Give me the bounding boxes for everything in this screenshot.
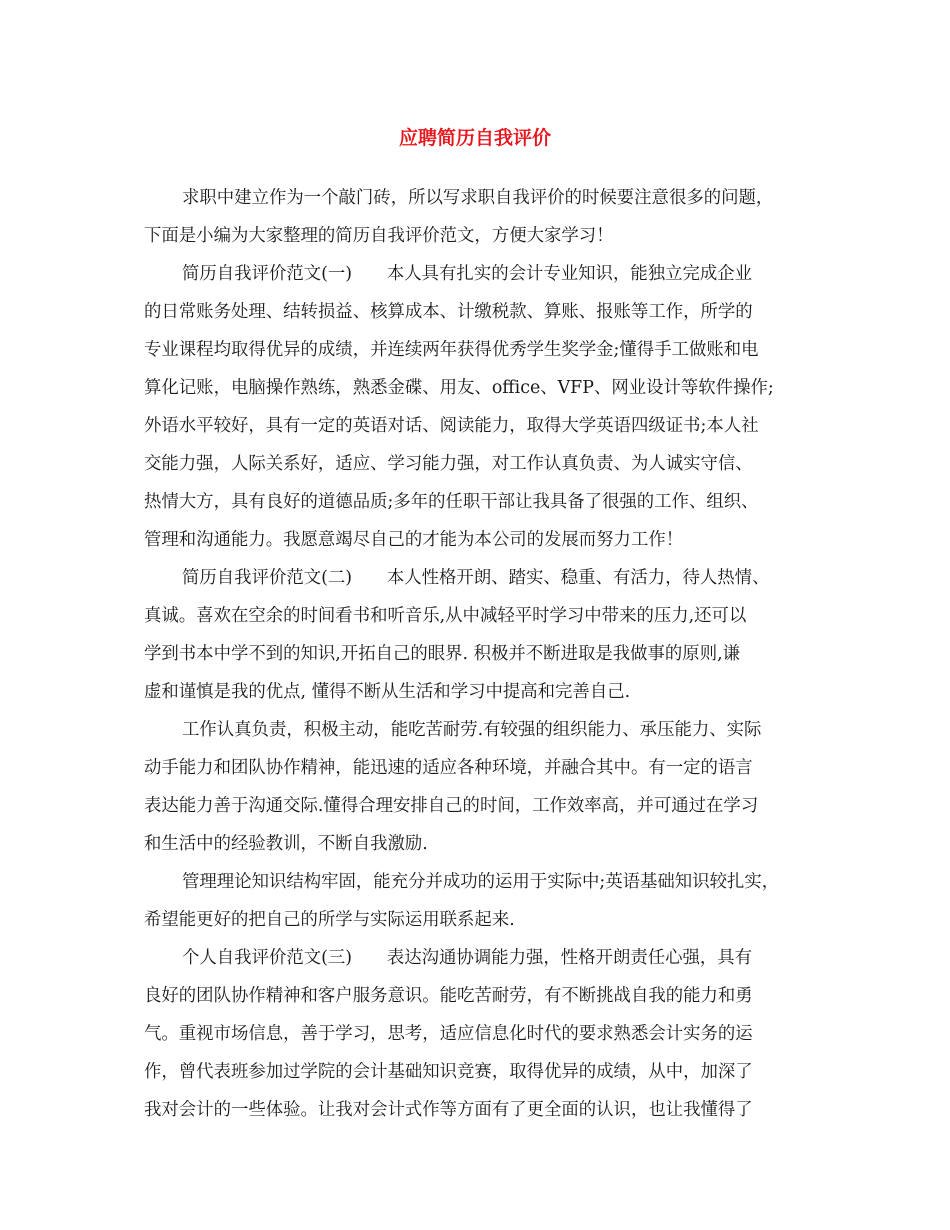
text-line: 专业课程均取得优异的成绩，并连续两年获得优秀学生奖学金;懂得手工做账和电 [144, 340, 759, 360]
text-line: 和生活中的经验教训，不断自我激励. [144, 834, 428, 854]
text-line: 表达能力善于沟通交际.懂得合理安排自己的时间，工作效率高，并可通过在学习 [144, 796, 759, 816]
text-line: 管理理论知识结构牢固，能充分并成功的运用于实际中;英语基础知识较扎实， [182, 872, 780, 892]
text-line: 真诚。喜欢在空余的时间看书和听音乐,从中减轻平时学习中带来的压力,还可以 [144, 606, 747, 626]
text-line: 动手能力和团队协作精神，能迅速的适应各种环境，并融合其中。有一定的语言 [144, 758, 753, 778]
text-line: 管理和沟通能力。我愿意竭尽自己的才能为本公司的发展而努力工作！ [144, 530, 684, 550]
text-line: 外语水平较好，具有一定的英语对话、阅读能力，取得大学英语四级证书;本人社 [144, 416, 759, 436]
text-line: 良好的团队协作精神和客户服务意识。能吃苦耐劳，有不断挑战自我的能力和勇 [144, 986, 753, 1006]
text-line: 热情大方，具有良好的道德品质;多年的任职干部让我具备了很强的工作、组织、 [144, 492, 759, 512]
text-line: 学到书本中学不到的知识,开拓自己的眼界. 积极并不断进取是我做事的原则,谦 [144, 644, 741, 664]
document-title: 应聘简历自我评价 [398, 127, 551, 149]
text-line: 下面是小编为大家整理的简历自我评价范文，方便大家学习！ [144, 226, 614, 246]
text-line: 个人自我评价范文(三) 表达沟通协调能力强，性格开朗责任心强，具有 [182, 948, 753, 968]
text-line: 简历自我评价范文(二) 本人性格开朗、踏实、稳重、有活力，待人热情、 [182, 568, 770, 588]
text-line: 希望能更好的把自己的所学与实际运用联系起来. [144, 910, 515, 930]
text-line: 算化记账，电脑操作熟练，熟悉金碟、用友、office、VFP、网业设计等软件操作; [144, 378, 774, 398]
text-line: 工作认真负责，积极主动，能吃苦耐劳.有较强的组织能力、承压能力、实际 [182, 720, 762, 740]
text-line: 交能力强，人际关系好，适应、学习能力强，对工作认真负责、为人诚实守信、 [144, 454, 753, 474]
text-line: 简历自我评价范文(一) 本人具有扎实的会计专业知识，能独立完成企业 [182, 264, 753, 284]
text-line: 虚和谨慎是我的优点, 懂得不断从生活和学习中提高和完善自己. [144, 682, 631, 702]
text-line: 气。重视市场信息，善于学习，思考，适应信息化时代的要求熟悉会计实务的运 [144, 1024, 753, 1044]
text-line: 的日常账务处理、结转损益、核算成本、计缴税款、算账、报账等工作，所学的 [144, 302, 753, 322]
text-line: 求职中建立作为一个敲门砖，所以写求职自我评价的时候要注意很多的问题， [182, 188, 774, 208]
text-line: 我对会计的一些体验。让我对会计式作等方面有了更全面的认识，也让我懂得了 [144, 1100, 753, 1120]
text-line: 作，曾代表班参加过学院的会计基础知识竞赛，取得优异的成绩，从中，加深了 [144, 1062, 753, 1082]
